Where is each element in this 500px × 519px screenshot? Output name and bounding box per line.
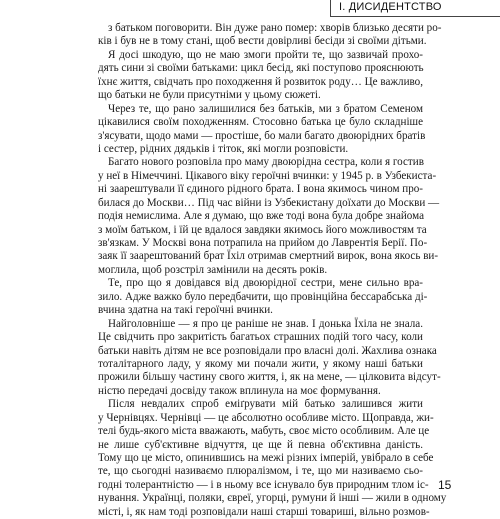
text-line: дять сини зі своїми батьками: цикл бесід, які поступово прояснюють [98,62,424,75]
text-line: те, що сьогодні називаємо плюралізмом, і те, що ми називаємо сьо- [98,465,423,478]
text-line: Через те, що рано залишилися без батьків, ми з братом Семеном [108,102,423,115]
text-line: Те, про що я довідався від двоюрідної сестри, мене сильно вра- [108,277,423,290]
text-line: Я досі шкодую, що не маю змоги пройти те, що зазвичай прохо- [108,48,423,61]
text-line: ні заарештували її єдиного рідного брата. І вона якимось чином про- [98,183,423,196]
paragraph [98,49,423,103]
text-line: ністю передачі досвіду також вплинула на моє формування. [98,384,381,397]
paragraph [98,156,440,277]
text-line: Це свідчить про закритість багатьох страшних подій того часу, коли [98,331,423,344]
text-line: тоталітарного ладу, у якому ми почали жити, у якому наші батьки [98,357,423,370]
text-line: нування. Українці, поляки, євреї, угорці, румуни й інші — жили в одному [98,492,447,505]
text-line: зило. Адже важко було передбачити, що провінційна бессарабська ді- [98,290,428,303]
text-line: і сестер, рідних дядьків і тіток, які могли розповісти. [98,142,349,155]
text-line: Найголовніше — я про це раніше не знав. І донька Їхіла не знала. [108,317,423,330]
text-line: зв'язкам. У Москві вона потрапила на прийом до Лаврентія Берії. По- [98,237,428,249]
text-line: не лише суб'єктивне відчуття, це ще й певна об'єктивна даність. [98,438,423,451]
text-line: місті, і, як нам тоді розповідали наші старші товариші, вільно розмов- [98,505,430,518]
text-line: заяк її заарештований брат Їхіл отримав смертний вирок, вона якось ви- [98,250,439,263]
text-line: що батьки не були присутніми у цьому сюжеті. [98,89,321,102]
text-line: билася до Москви… Під час війни із Узбекистану доїхати до Москви — [98,196,440,209]
text-line: ків і був не в тому стані, щоб вести довірливі бесіди зі своїми дітьми. [98,35,427,48]
text-line: моглила, щоб розстріл замінили на десять років. [98,263,328,276]
text-line: прожили більшу частину свого життя, і, як на мене, — цілковита відсут- [98,371,441,384]
text-line: Після невдалих спроб еміґрувати мій батько залишився жити [108,398,423,411]
running-header-title: І. ДИСИДЕНТСТВО [339,1,442,13]
page-number: 15 [438,478,452,492]
paragraph [98,22,442,49]
text-line: подія немислима. Але я думаю, що вже тоді вона була добре знайома [98,210,425,223]
text-line: цікавилися своїм походженням. Стосовно батька це було складніше [98,116,423,129]
text-line: Багато нового розповіла про маму двоюрідна сестра, коли я гостив [108,156,424,169]
text-line: з батьком поговорити. Він дуже рано помер: хворів близько десяти ро- [108,22,442,34]
paragraph [98,317,441,399]
text-line: з моїм батьком, і їй це вдалося завдяки якимось його можливостям та [98,223,427,236]
text-line: телі будь-якого міста вважають, мабуть, своє місто особливим. Але це [98,425,430,438]
text-line: з'ясувати, щодо мами — простіше, бо мали багато двоюрідних братів [98,129,426,142]
text-line: у неї в Німеччині. Цікавого віку героїчні вчинки: у 1945 р. в Узбекиста- [98,169,437,182]
paragraph [98,102,426,157]
text-line: батьки навіть дітям не все розповідали про власні долі. Жахлива ознака [98,344,437,357]
paragraph [98,277,428,317]
text-line: годні толерантністю — і в ньому все існувало був природним тлом іс- [98,478,429,491]
text-line: вчина здатна на такі героїчні вчинки. [98,304,273,317]
text-line: у Чернівцях. Чернівці — це абсолютно особливе місто. Щоправда, жи- [98,411,434,424]
text-line: Тому що це місто, опинившись на межі різних імперій, увібрало в себе [98,452,434,464]
text-line: їхнє життя, свідчать про походження й розвиток роду… Це важливо, [98,75,423,88]
